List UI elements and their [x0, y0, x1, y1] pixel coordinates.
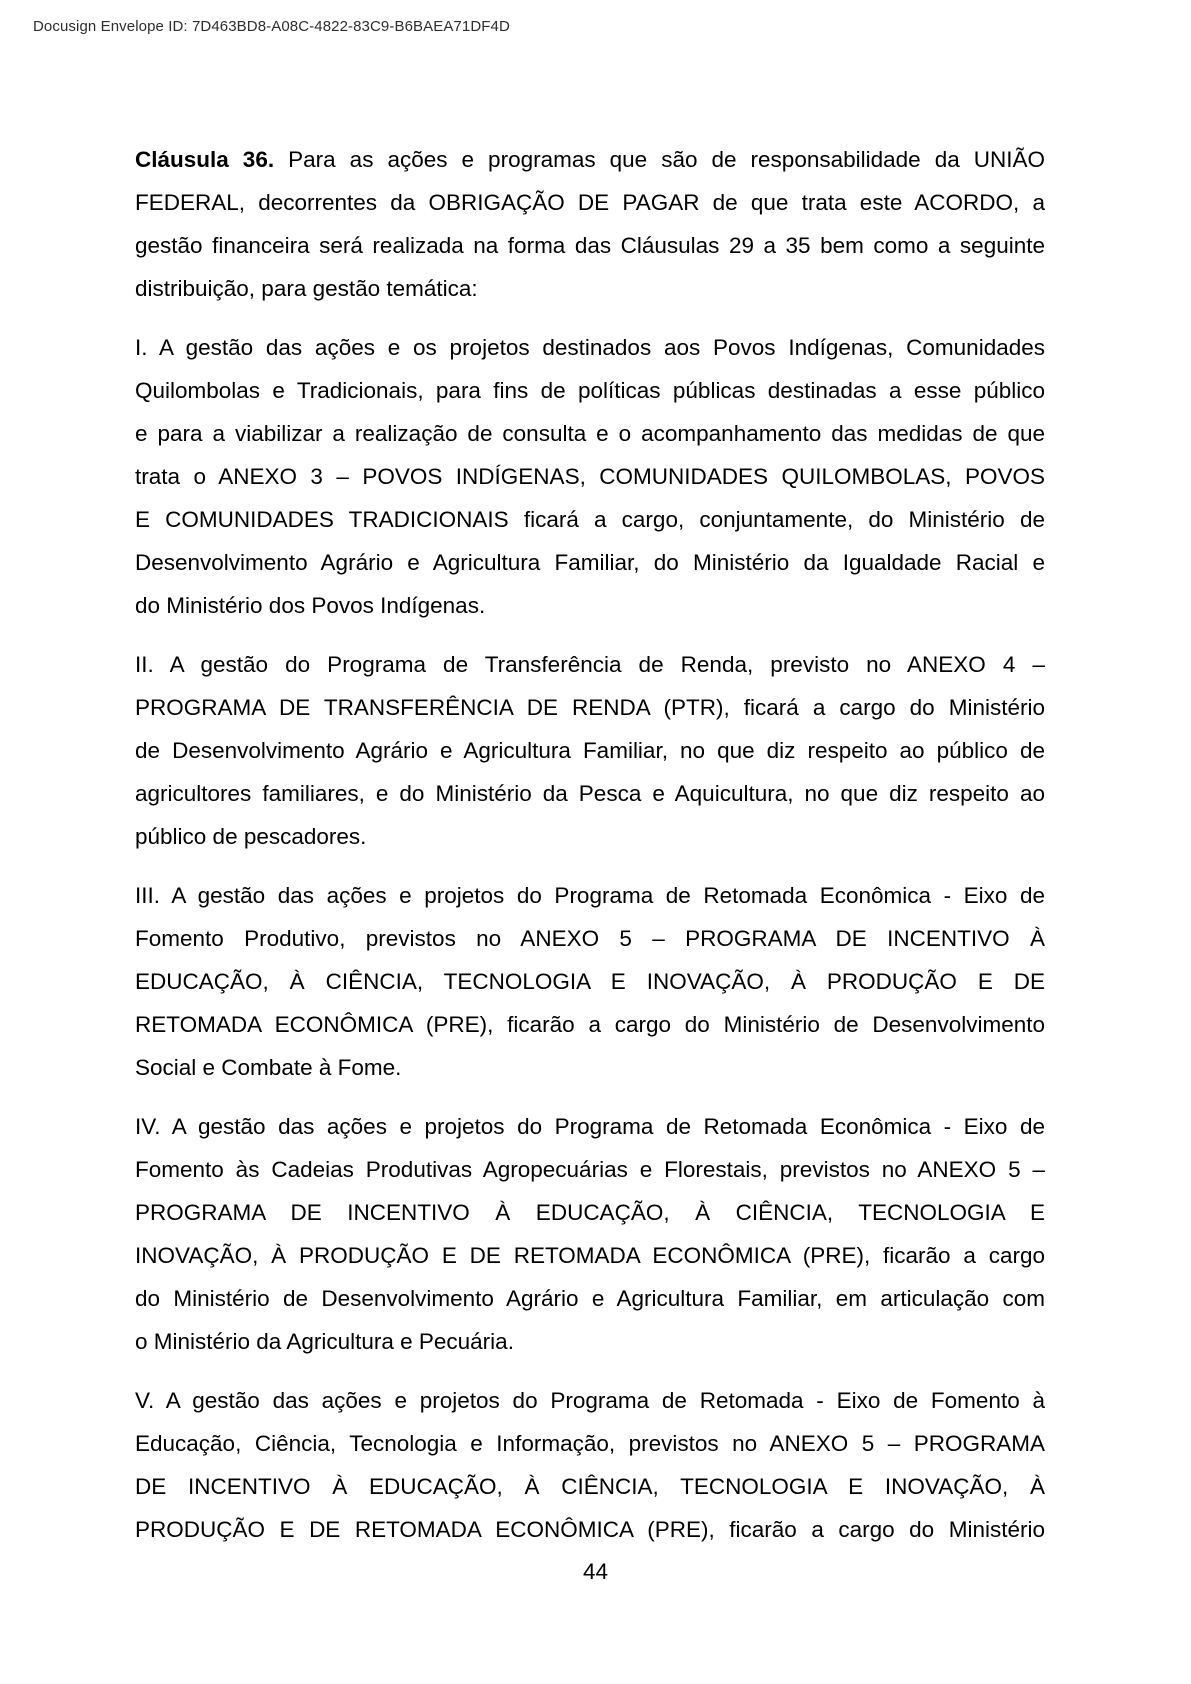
text-line: Desenvolvimento Agrário e Agricultura Familiar, do Ministério da Igualdade Racial e: [135, 550, 1045, 575]
text-line: Social e Combate à Fome.: [135, 1055, 402, 1080]
text-line: III. A gestão das ações e projetos do Programa de Retomada Econômica - Eixo de: [135, 883, 1045, 908]
text-line: Fomento Produtivo, previstos no ANEXO 5 – PROGRAMA DE INCENTIVO À: [135, 926, 1045, 951]
text-line: E COMUNIDADES TRADICIONAIS ficará a cargo, conjuntamente, do Ministério de: [135, 507, 1045, 532]
text-line: [135, 138, 1045, 181]
text-line: trata o ANEXO 3 – POVOS INDÍGENAS, COMUNIDADES QUILOMBOLAS, POVOS: [135, 464, 1045, 489]
text-line: público de pescadores.: [135, 824, 367, 849]
text-line: agricultores familiares, e do Ministério da Pesca e Aquicultura, no que diz respeito ao: [135, 781, 1045, 806]
docusign-envelope-id-label: Docusign Envelope ID: 7D463BD8-A08C-4822-83C9-B6BAEA71DF4D: [33, 18, 510, 35]
text-line: do Ministério de Desenvolvimento Agrário e Agricultura Familiar, em articulação com: [135, 1286, 1045, 1311]
text-line: de Desenvolvimento Agrário e Agricultura Familiar, no que diz respeito ao público de: [135, 738, 1045, 763]
item-iii-paragraph: [135, 874, 1045, 1089]
text-line: gestão financeira será realizada na forma das Cláusulas 29 a 35 bem como a seguinte: [135, 233, 1045, 258]
text-line: V. A gestão das ações e projetos do Programa de Retomada - Eixo de Fomento à: [135, 1388, 1045, 1413]
text-line: PRODUÇÃO E DE RETOMADA ECONÔMICA (PRE), ficarão a cargo do Ministério: [135, 1517, 1045, 1542]
page-number: 44: [582, 1559, 609, 1584]
text-line: EDUCAÇÃO, À CIÊNCIA, TECNOLOGIA E INOVAÇÃO, À PRODUÇÃO E DE: [135, 969, 1045, 994]
text-line: II. A gestão do Programa de Transferência de Renda, previsto no ANEXO 4 –: [135, 652, 1045, 677]
text-line: PROGRAMA DE INCENTIVO À EDUCAÇÃO, À CIÊNCIA, TECNOLOGIA E: [135, 1200, 1045, 1225]
document-text-body: [135, 138, 1045, 1567]
text-line: distribuição, para gestão temática:: [135, 276, 478, 301]
text-line: FEDERAL, decorrentes da OBRIGAÇÃO DE PAGAR de que trata este ACORDO, a: [135, 190, 1045, 215]
item-v-paragraph: [135, 1379, 1045, 1551]
text-line: Educação, Ciência, Tecnologia e Informação, previstos no ANEXO 5 – PROGRAMA: [135, 1431, 1045, 1456]
item-ii-paragraph: [135, 643, 1045, 858]
text-line: RETOMADA ECONÔMICA (PRE), ficarão a cargo do Ministério de Desenvolvimento: [135, 1012, 1045, 1037]
clause-36-intro-paragraph: [135, 138, 1045, 310]
text-line: I. A gestão das ações e os projetos destinados aos Povos Indígenas, Comunidades: [135, 335, 1045, 360]
text-line: do Ministério dos Povos Indígenas.: [135, 593, 486, 618]
text-line: IV. A gestão das ações e projetos do Programa de Retomada Econômica - Eixo de: [135, 1114, 1045, 1139]
text-line: e para a viabilizar a realização de consulta e o acompanhamento das medidas de que: [135, 421, 1045, 446]
text-line-content: Para as ações e programas que são de responsabilidade da UNIÃO: [288, 147, 1045, 172]
clause-number-label: Cláusula 36.: [135, 147, 275, 172]
item-i-paragraph: [135, 326, 1045, 627]
text-line: DE INCENTIVO À EDUCAÇÃO, À CIÊNCIA, TECNOLOGIA E INOVAÇÃO, À: [135, 1474, 1045, 1499]
text-line: Quilombolas e Tradicionais, para fins de políticas públicas destinadas a esse público: [135, 378, 1045, 403]
text-line: INOVAÇÃO, À PRODUÇÃO E DE RETOMADA ECONÔMICA (PRE), ficarão a cargo: [135, 1243, 1045, 1268]
item-iv-paragraph: [135, 1105, 1045, 1363]
text-line: o Ministério da Agricultura e Pecuária.: [135, 1329, 514, 1354]
text-line: Fomento às Cadeias Produtivas Agropecuárias e Florestais, previstos no ANEXO 5 –: [135, 1157, 1045, 1182]
text-line: PROGRAMA DE TRANSFERÊNCIA DE RENDA (PTR), ficará a cargo do Ministério: [135, 695, 1045, 720]
